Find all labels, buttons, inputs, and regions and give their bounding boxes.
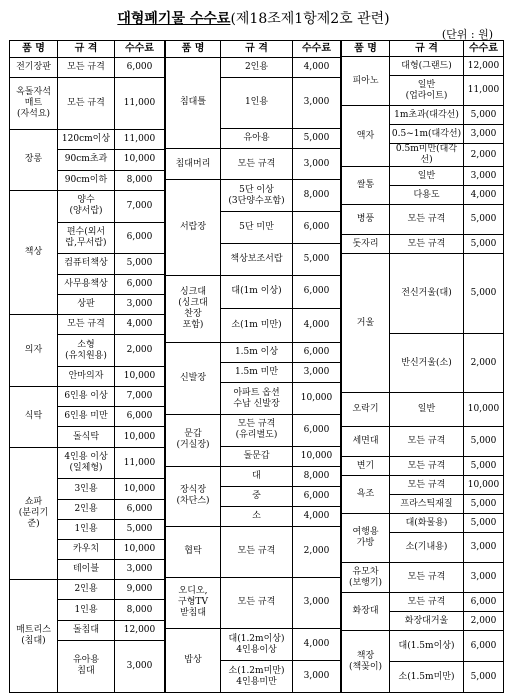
- fee-cell: 10,000: [464, 393, 504, 427]
- spec-cell: 대(1.2m이상) 4인용이상: [221, 629, 293, 661]
- spec-cell: 5단 미만: [221, 212, 293, 244]
- fee-cell: 4,000: [115, 314, 165, 334]
- fee-cell: 11,000: [464, 76, 504, 106]
- item-name-cell: 문갑 (거실장): [166, 414, 221, 466]
- table-row: [342, 514, 504, 533]
- fee-cell: 2,000: [464, 144, 504, 167]
- fee-cell: 5,000: [464, 457, 504, 476]
- fee-cell: 2,000: [464, 612, 504, 631]
- fee-cell: 3,000: [115, 640, 165, 692]
- fee-cell: 2,000: [464, 334, 504, 393]
- spec-cell: 4인용 이상 (일체형): [58, 447, 115, 479]
- table-row: [166, 466, 341, 486]
- table-row: [166, 343, 341, 363]
- item-name-cell: 오락기: [342, 393, 390, 427]
- item-name-cell: 책상: [10, 190, 58, 314]
- fee-cell: 5,000: [464, 514, 504, 533]
- item-name-cell: 의자: [10, 314, 58, 386]
- spec-cell: 대(1.5m이상): [390, 631, 464, 662]
- header-spec: 규 격: [390, 41, 464, 57]
- fee-cell: 4,000: [464, 186, 504, 205]
- fee-cell: 10,000: [293, 383, 341, 415]
- spec-cell: 대: [221, 466, 293, 486]
- fee-cell: 6,000: [464, 593, 504, 612]
- table-row: [342, 427, 504, 457]
- spec-cell: 0.5m미만(대각선): [390, 144, 464, 167]
- fee-cell: 10,000: [115, 150, 165, 170]
- fee-table-3: [341, 40, 504, 693]
- header-fee: 수수료: [464, 41, 504, 57]
- item-name-cell: 전기장판: [10, 57, 58, 77]
- fee-cell: 3,000: [464, 533, 504, 563]
- table-row: [342, 57, 504, 76]
- spec-cell: 유아용: [221, 128, 293, 148]
- table-row: [342, 205, 504, 235]
- spec-cell: 컴퓨터책상: [58, 254, 115, 274]
- fee-cell: 6,000: [293, 486, 341, 506]
- spec-cell: 대(1m 이상): [221, 275, 293, 309]
- spec-cell: 모든 규격: [390, 593, 464, 612]
- fee-cell: 3,000: [115, 294, 165, 314]
- table-row: [342, 167, 504, 186]
- spec-cell: 모든 규격: [58, 57, 115, 77]
- fee-cell: 5,000: [464, 235, 504, 254]
- table-row: [166, 414, 341, 446]
- fee-cell: 8,000: [293, 180, 341, 212]
- spec-cell: 모든 규격 (유리별도): [221, 414, 293, 446]
- header-row: [10, 41, 165, 58]
- fee-cell: 2,000: [293, 526, 341, 577]
- item-name-cell: 장롱: [10, 130, 58, 191]
- fee-cell: 6,000: [115, 499, 165, 519]
- spec-cell: 1.5m 이상: [221, 343, 293, 363]
- spec-cell: 테이블: [58, 560, 115, 580]
- table-row: [166, 577, 341, 629]
- item-name-cell: 신발장: [166, 343, 221, 415]
- fee-cell: 6,000: [115, 274, 165, 294]
- spec-cell: 모든 규격: [221, 148, 293, 180]
- spec-cell: 2인용: [58, 580, 115, 600]
- fee-cell: 10,000: [115, 366, 165, 386]
- spec-cell: 소(1.5m미만): [390, 662, 464, 693]
- spec-cell: 2인용: [221, 57, 293, 77]
- spec-cell: 돌식탁: [58, 427, 115, 447]
- fee-cell: 8,000: [115, 600, 165, 620]
- fee-cell: 5,000: [293, 128, 341, 148]
- item-name-cell: 액자: [342, 106, 390, 167]
- fee-cell: 10,000: [293, 446, 341, 466]
- item-name-cell: 침대틀: [166, 57, 221, 148]
- fee-cell: 9,000: [115, 580, 165, 600]
- table-row: [166, 57, 341, 77]
- spec-cell: 2인용: [58, 499, 115, 519]
- spec-cell: 화장대거울: [390, 612, 464, 631]
- table-row: [342, 254, 504, 334]
- table-row: [342, 563, 504, 593]
- spec-cell: 프라스틱재질: [390, 495, 464, 514]
- fee-cell: 10,000: [115, 479, 165, 499]
- spec-cell: 안마의자: [58, 366, 115, 386]
- fee-cell: 3,000: [293, 577, 341, 629]
- table-row: [166, 629, 341, 661]
- spec-cell: 반신거울(소): [390, 334, 464, 393]
- fee-cell: 10,000: [464, 476, 504, 495]
- fee-cell: 3,000: [293, 661, 341, 693]
- spec-cell: 다용도: [390, 186, 464, 205]
- spec-cell: 편수(외서 랍,무서랍): [58, 222, 115, 254]
- fee-cell: 10,000: [115, 427, 165, 447]
- fee-cell: 5,000: [464, 205, 504, 235]
- fee-cell: 5,000: [115, 519, 165, 539]
- item-name-cell: 오디오, 구형TV 받침대: [166, 577, 221, 629]
- spec-cell: 1m초과(대각선): [390, 106, 464, 125]
- table-row: [10, 130, 165, 150]
- spec-cell: 일반: [390, 167, 464, 186]
- spec-cell: 1.5m 미만: [221, 363, 293, 383]
- item-name-cell: 침대머리: [166, 148, 221, 180]
- item-name-cell: 욕조: [342, 476, 390, 514]
- table-row: [342, 476, 504, 495]
- item-name-cell: 식탁: [10, 387, 58, 448]
- spec-cell: 일반: [390, 393, 464, 427]
- spec-cell: 돌문갑: [221, 446, 293, 466]
- spec-cell: 유아용 침대: [58, 640, 115, 692]
- fee-cell: 6,000: [115, 407, 165, 427]
- spec-cell: 0.5~1m(대각선): [390, 125, 464, 144]
- spec-cell: 모든 규격: [390, 457, 464, 476]
- item-name-cell: 변기: [342, 457, 390, 476]
- table-row: [10, 190, 165, 222]
- item-name-cell: 협탁: [166, 526, 221, 577]
- fee-cell: 6,000: [115, 222, 165, 254]
- item-name-cell: 유모차 (보행기): [342, 563, 390, 593]
- fee-cell: 4,000: [293, 629, 341, 661]
- fee-cell: 6,000: [293, 212, 341, 244]
- table-row: [342, 235, 504, 254]
- spec-cell: 돌침대: [58, 620, 115, 640]
- spec-cell: 3인용: [58, 479, 115, 499]
- fee-cell: 5,000: [293, 243, 341, 275]
- header-row: [166, 41, 341, 58]
- table-row: [10, 387, 165, 407]
- fee-cell: 7,000: [115, 190, 165, 222]
- fee-cell: 3,000: [115, 560, 165, 580]
- fee-cell: 5,000: [464, 254, 504, 334]
- spec-cell: 모든 규격: [390, 476, 464, 495]
- header-item: 품 명: [10, 41, 58, 58]
- header-spec: 규 격: [58, 41, 115, 58]
- item-name-cell: 장식장 (차단스): [166, 466, 221, 526]
- spec-cell: 대(화물용): [390, 514, 464, 533]
- spec-cell: 1인용: [221, 77, 293, 128]
- item-name-cell: 밥상: [166, 629, 221, 693]
- spec-cell: 모든 규격: [221, 577, 293, 629]
- table-row: [10, 447, 165, 479]
- spec-cell: 상판: [58, 294, 115, 314]
- item-name-cell: 화장대: [342, 593, 390, 631]
- spec-cell: 모든 규격: [390, 235, 464, 254]
- item-name-cell: 싱크대 (싱크대 찬장 포함): [166, 275, 221, 343]
- spec-cell: 대형(그랜드): [390, 57, 464, 76]
- spec-cell: 90cm초과: [58, 150, 115, 170]
- table-row: [342, 457, 504, 476]
- fee-cell: 6,000: [293, 275, 341, 309]
- item-name-cell: 서랍장: [166, 180, 221, 275]
- fee-cell: 3,000: [293, 148, 341, 180]
- item-name-cell: 매트리스 (침대): [10, 580, 58, 693]
- fee-cell: 11,000: [115, 447, 165, 479]
- spec-cell: 소(기내용): [390, 533, 464, 563]
- spec-cell: 1인용: [58, 600, 115, 620]
- spec-cell: 아파트 옵션 수납 신발장: [221, 383, 293, 415]
- unit-label: (단위 : 원): [441, 28, 493, 41]
- item-name-cell: 여행용 가방: [342, 514, 390, 563]
- spec-cell: 모든 규격: [390, 563, 464, 593]
- fee-cell: 7,000: [115, 387, 165, 407]
- fee-cell: 5,000: [464, 495, 504, 514]
- spec-cell: 1인용: [58, 519, 115, 539]
- fee-cell: 5,000: [115, 254, 165, 274]
- table-row: [342, 631, 504, 662]
- header-spec: 규 격: [221, 41, 293, 58]
- spec-cell: 120cm이상: [58, 130, 115, 150]
- fee-cell: 4,000: [293, 57, 341, 77]
- fee-cell: 3,000: [293, 363, 341, 383]
- item-name-cell: 쌀통: [342, 167, 390, 205]
- fee-cell: 6,000: [293, 343, 341, 363]
- item-name-cell: 책장 (책꽂이): [342, 631, 390, 693]
- spec-cell: 사무용책상: [58, 274, 115, 294]
- spec-cell: 90cm이하: [58, 170, 115, 190]
- header-row: [342, 41, 504, 57]
- spec-cell: 모든 규격: [390, 205, 464, 235]
- spec-cell: 모든 규격: [58, 78, 115, 130]
- title-sub: (제18조제1항제2호 관련): [230, 11, 390, 27]
- fee-table-2: [165, 40, 341, 693]
- fee-cell: 10,000: [115, 539, 165, 559]
- spec-cell: 6인용 이상: [58, 387, 115, 407]
- fee-cell: 3,000: [464, 167, 504, 186]
- table-row: [166, 148, 341, 180]
- item-name-cell: 세면대: [342, 427, 390, 457]
- fee-cell: 8,000: [293, 466, 341, 486]
- spec-cell: 소(1m 미만): [221, 309, 293, 343]
- header-item: 품 명: [166, 41, 221, 58]
- spec-cell: 모든 규격: [221, 526, 293, 577]
- spec-cell: 양수 (양서랍): [58, 190, 115, 222]
- item-name-cell: 쇼파 (분리기 준): [10, 447, 58, 580]
- fee-cell: 6,000: [115, 57, 165, 77]
- table-row: [342, 106, 504, 125]
- spec-cell: 소형 (유치원용): [58, 335, 115, 367]
- fee-tables: [9, 40, 504, 693]
- table-row: [166, 180, 341, 212]
- fee-cell: 11,000: [115, 130, 165, 150]
- table-row: [10, 580, 165, 600]
- spec-cell: 전신거울(대): [390, 254, 464, 334]
- fee-cell: 5,000: [464, 106, 504, 125]
- fee-cell: 6,000: [464, 631, 504, 662]
- item-name-cell: 돗자리: [342, 235, 390, 254]
- fee-cell: 12,000: [464, 57, 504, 76]
- table-row: [10, 314, 165, 334]
- table-row: [166, 526, 341, 577]
- fee-cell: 11,000: [115, 78, 165, 130]
- table-row: [166, 275, 341, 309]
- header-item: 품 명: [342, 41, 390, 57]
- fee-cell: 3,000: [464, 125, 504, 144]
- fee-cell: 4,000: [293, 309, 341, 343]
- spec-cell: 5단 이상 (3단양수포함): [221, 180, 293, 212]
- fee-cell: 5,000: [464, 427, 504, 457]
- header-fee: 수수료: [115, 41, 165, 58]
- fee-table-1: [9, 40, 165, 693]
- fee-cell: 8,000: [115, 170, 165, 190]
- spec-cell: 중: [221, 486, 293, 506]
- page-title: [0, 8, 507, 28]
- table-row: [10, 57, 165, 77]
- spec-cell: 카우치: [58, 539, 115, 559]
- spec-cell: 소: [221, 506, 293, 526]
- table-row: [342, 393, 504, 427]
- table-row: [342, 593, 504, 612]
- fee-cell: 6,000: [293, 414, 341, 446]
- table-row: [10, 78, 165, 130]
- fee-cell: 4,000: [293, 506, 341, 526]
- item-name-cell: 옥돌자석 매트 (자석요): [10, 78, 58, 130]
- item-name-cell: 거울: [342, 254, 390, 393]
- header-fee: 수수료: [293, 41, 341, 58]
- spec-cell: 일반 (업라이트): [390, 76, 464, 106]
- fee-cell: 2,000: [115, 335, 165, 367]
- fee-cell: 5,000: [464, 662, 504, 693]
- spec-cell: 모든 규격: [390, 427, 464, 457]
- item-name-cell: 피아노: [342, 57, 390, 106]
- spec-cell: 모든 규격: [58, 314, 115, 334]
- fee-cell: 12,000: [115, 620, 165, 640]
- fee-cell: 3,000: [293, 77, 341, 128]
- title-main: 대형폐기물 수수료: [117, 11, 231, 27]
- item-name-cell: 병풍: [342, 205, 390, 235]
- spec-cell: 책상보조서랍: [221, 243, 293, 275]
- spec-cell: 6인용 미만: [58, 407, 115, 427]
- spec-cell: 소(1.2m미만) 4인용미만: [221, 661, 293, 693]
- fee-cell: 3,000: [464, 563, 504, 593]
